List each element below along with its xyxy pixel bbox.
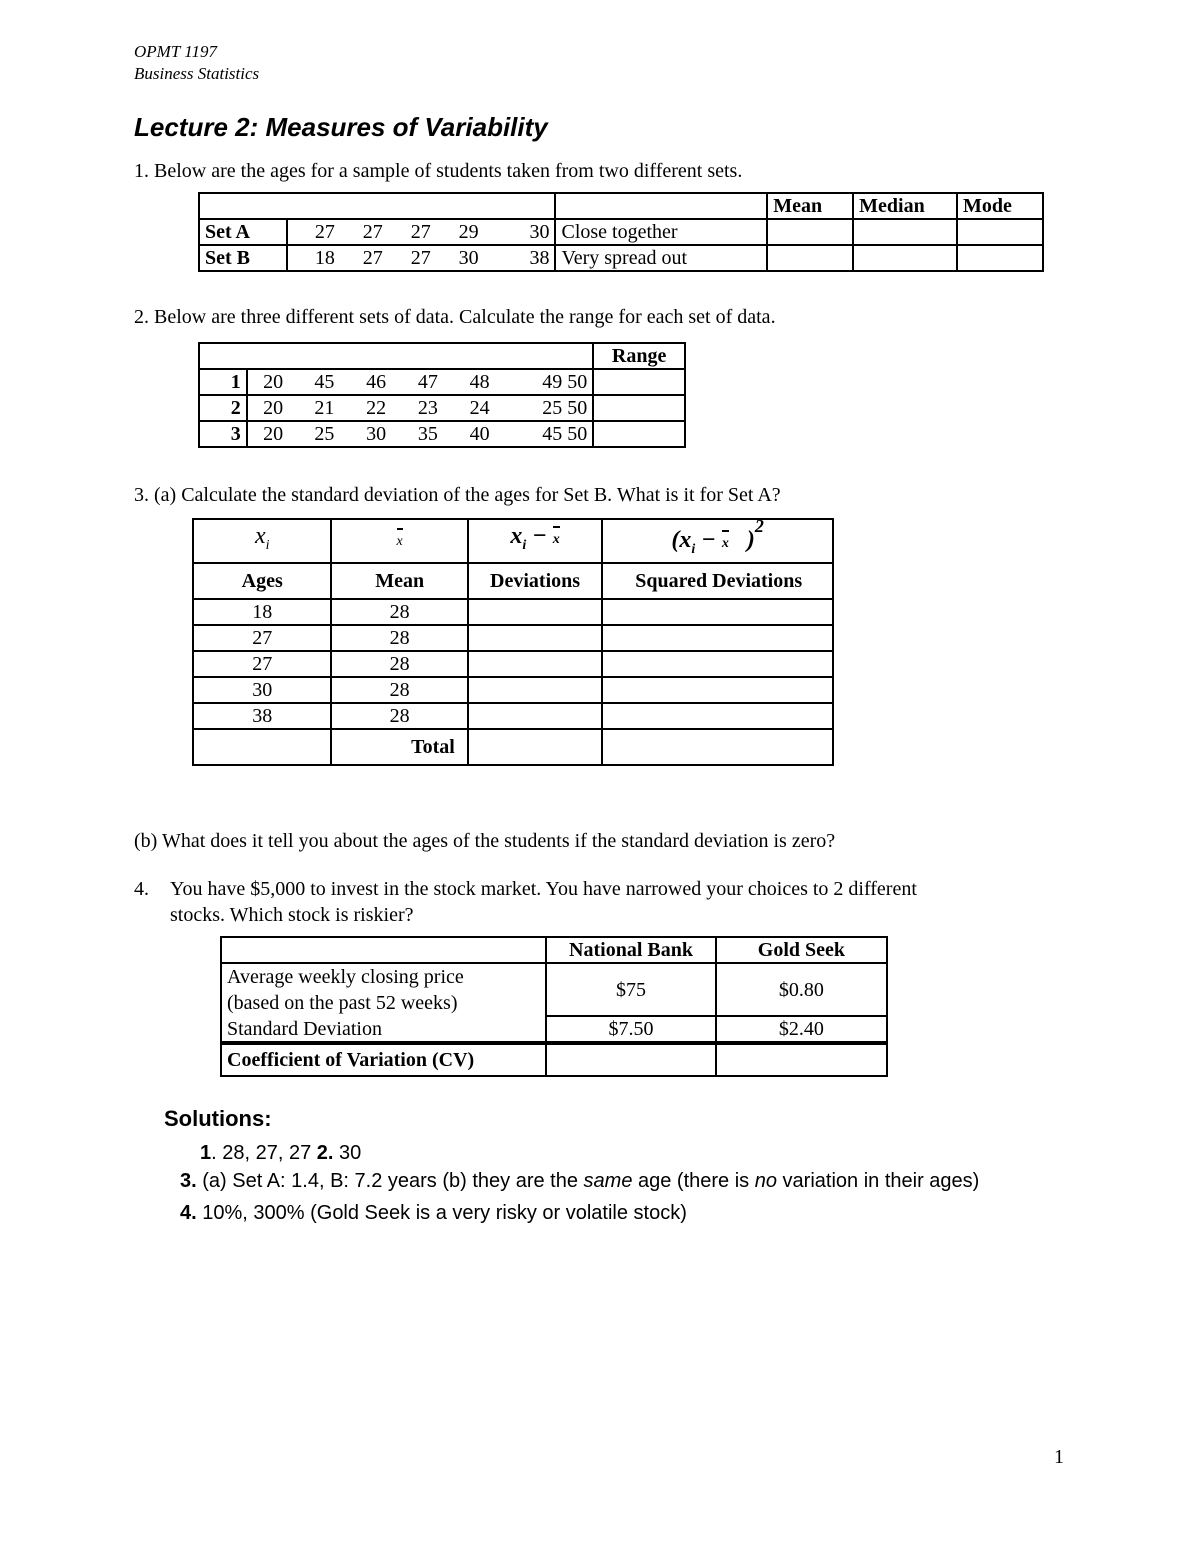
q1-header-row (199, 193, 1043, 219)
header-national-bank: National Bank (546, 937, 716, 963)
answer-cell (957, 245, 1043, 271)
symbol-deviation: $x_i - x$ (468, 519, 602, 563)
row-description: Very spread out (555, 245, 767, 271)
answer-cell (957, 219, 1043, 245)
q2-row-3: 3 20 25 30 35 40 45 50 (199, 421, 685, 447)
solution-line-1: 1. 28, 27, 27 2. 30 (200, 1142, 362, 1164)
row-label: Set B (199, 245, 287, 271)
question-2-text: 2. Below are three different sets of data. Calculate the range for each set of data. (134, 306, 776, 328)
q3-table (192, 518, 834, 766)
q2-header-range: Range (593, 343, 685, 369)
q3-header-squared: Squared Deviations (602, 563, 833, 599)
header-gold-seek: Gold Seek (716, 937, 887, 963)
question-1-text: 1. Below are the ages for a sample of students taken from two different sets. (134, 160, 743, 182)
q4-row-std: Standard Deviation $7.50 $2.40 (221, 1016, 887, 1043)
row-label-std: Standard Deviation (221, 1016, 546, 1043)
page-number: 1 (1054, 1446, 1064, 1468)
table-row: 27 28 (193, 651, 833, 677)
solution-line-3: 4. 10%, 300% (Gold Seek is a very risky or volatile stock) (180, 1202, 687, 1224)
q3-header-row (193, 563, 833, 599)
total-label: Total (331, 729, 467, 765)
symbol-squared-deviation: ($x_i - x$ )$^2$ (602, 519, 833, 563)
table-row: 27 28 (193, 625, 833, 651)
answer-cell (853, 245, 957, 271)
q1-header-mean: Mean (767, 193, 853, 219)
answer-cell (593, 395, 685, 421)
answer-cell (593, 369, 685, 395)
answer-cell (716, 1043, 887, 1076)
q3-header-deviations: Deviations (468, 563, 602, 599)
row-description: Close together (555, 219, 767, 245)
question-3b-text: (b) What does it tell you about the ages of the students if the standard deviation is zero? (134, 830, 836, 852)
q2-header-row (199, 343, 685, 369)
question-4-number: 4. (134, 878, 149, 900)
q1-header-median: Median (853, 193, 957, 219)
q2-row-1: 1 20 45 46 47 48 49 50 (199, 369, 685, 395)
symbol-xbar: x (331, 519, 467, 563)
table-row: 38 28 (193, 703, 833, 729)
q2-table (198, 342, 686, 448)
answer-cell (546, 1043, 716, 1076)
question-3a-text: 3. (a) Calculate the standard deviation of the ages for Set B. What is it for Set A? (134, 484, 781, 506)
row-label-average: Average weekly closing price (based on the past 52 weeks) (221, 963, 546, 1016)
answer-cell (767, 245, 853, 271)
q4-row-cv (221, 1043, 887, 1076)
question-4-text-line-1: You have $5,000 to invest in the stock market. You have narrowed your choices to 2 different (170, 878, 917, 900)
symbol-xi: $x_i$ (193, 519, 331, 563)
table-row: 30 28 (193, 677, 833, 703)
course-subject: Business Statistics (134, 64, 260, 83)
solutions-heading: Solutions: (164, 1106, 272, 1131)
q4-table (220, 936, 888, 1077)
solution-line-2: 3. (a) Set A: 1.4, B: 7.2 years (b) they are the same age (there is no variation in their ages) (180, 1170, 980, 1192)
question-4-text-line-2: stocks. Which stock is riskier? (170, 904, 414, 926)
q1-row-set-b: Set B 18 27 27 30 38 Very spread out (199, 245, 1043, 271)
q4-header-row (221, 937, 887, 963)
q3-header-mean: Mean (331, 563, 467, 599)
row-label: Set A (199, 219, 287, 245)
page-title: Lecture 2: Measures of Variability (134, 112, 548, 142)
q1-row-set-a: Set A 27 27 27 29 30 Close together (199, 219, 1043, 245)
q3-symbol-row (193, 519, 833, 563)
q2-row-2: 2 20 21 22 23 24 25 50 (199, 395, 685, 421)
answer-cell (593, 421, 685, 447)
q3-total-row (193, 729, 833, 765)
q1-header-mode: Mode (957, 193, 1043, 219)
course-code: OPMT 1197 (134, 42, 217, 61)
answer-cell (853, 219, 957, 245)
q4-row-average: Average weekly closing price (based on the past 52 weeks) $75 $0.80 (221, 963, 887, 1016)
answer-cell (767, 219, 853, 245)
table-row: 18 28 (193, 599, 833, 625)
row-label-cv: Coefficient of Variation (CV) (221, 1043, 546, 1076)
q1-table (198, 192, 1044, 272)
q3-header-ages: Ages (193, 563, 331, 599)
